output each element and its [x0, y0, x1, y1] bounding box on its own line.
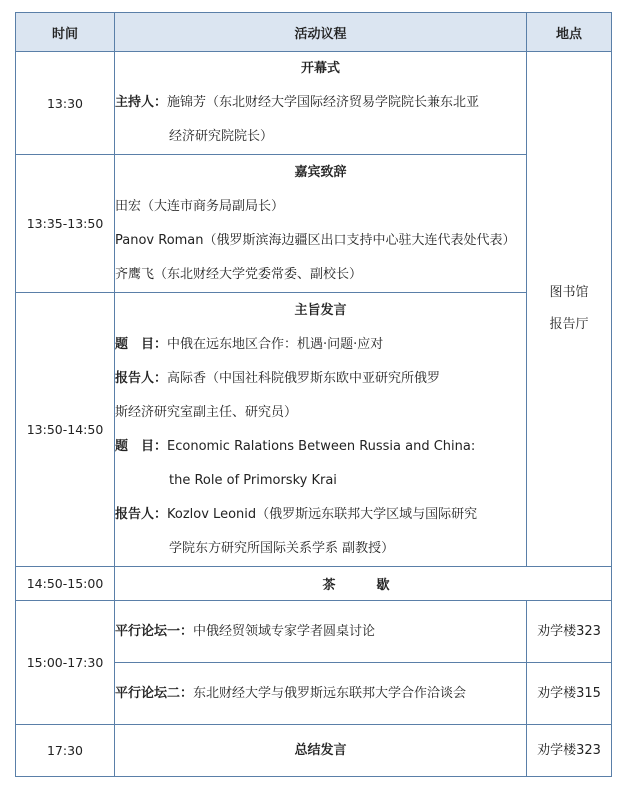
speaker-label: 报告人： [115, 506, 168, 522]
closing-row [16, 725, 612, 777]
keynote-cell [115, 293, 527, 567]
closing-location: 劝学楼323 [527, 725, 612, 777]
topic-1-text: 中俄在远东地区合作：机遇·问题·应对 [167, 336, 384, 352]
topic-2-text: Economic Ralations Between Russia and China: [167, 438, 476, 454]
forum-1-text: 中俄经贸领域专家学者圆桌讨论 [193, 623, 376, 639]
welcome-time: 13:35-13:50 [16, 155, 115, 293]
closing-time: 17:30 [16, 725, 115, 777]
keynote-topic-2-cont: the Role of Primorsky Krai [169, 472, 337, 488]
header-time: 时间 [16, 13, 115, 52]
welcome-row [16, 155, 612, 293]
agenda-table [15, 12, 612, 777]
host-text: 施锦芳（东北财经大学国际经济贸易学院院长兼东北亚 [167, 95, 480, 110]
tea-time: 14:50-15:00 [16, 567, 115, 601]
welcome-speaker-2: Panov Roman（俄罗斯滨海边疆区出口支持中心驻大连代表处代表） [115, 232, 516, 248]
host-label: 主持人： [115, 95, 168, 110]
opening-host-cont: 经济研究院院长） [169, 129, 274, 144]
topic-label: 题 目： [115, 336, 168, 352]
speaker-label: 报告人： [115, 370, 168, 386]
parallel-time: 15:00-17:30 [16, 601, 115, 725]
forum-2-text: 东北财经大学与俄罗斯远东联邦大学合作洽谈会 [193, 685, 467, 701]
tea-row [16, 567, 612, 601]
welcome-cell [115, 155, 527, 293]
header-location: 地点 [527, 13, 612, 52]
welcome-title: 嘉宾致辞 [294, 164, 347, 180]
topic-label: 题 目： [115, 438, 168, 454]
opening-time: 13:30 [16, 52, 115, 155]
main-location-line2: 报告厅 [549, 317, 589, 332]
opening-host [115, 86, 526, 120]
forum-1 [115, 615, 526, 649]
forum-2-location: 劝学楼315 [527, 663, 612, 725]
keynote-speaker-2 [115, 498, 526, 532]
header-program: 活动议程 [115, 13, 527, 52]
keynote-time: 13:50-14:50 [16, 293, 115, 567]
forum-2 [115, 677, 526, 711]
keynote-topic-1 [115, 328, 526, 362]
forum-2-label: 平行论坛二： [115, 685, 194, 701]
header-row [16, 13, 612, 52]
forum-1-cell [115, 601, 527, 663]
keynote-speaker-1-cont: 斯经济研究室副主任、研究员） [115, 404, 298, 420]
closing-title: 总结发言 [115, 725, 527, 777]
speaker-2-text: Kozlov Leonid（俄罗斯远东联邦大学区域与国际研究 [167, 506, 478, 522]
forum-2-cell [115, 663, 527, 725]
welcome-speaker-3: 齐鹰飞（东北财经大学党委常委、副校长） [115, 266, 363, 282]
opening-cell [115, 52, 527, 155]
keynote-topic-2 [115, 430, 526, 464]
forum-1-location: 劝学楼323 [527, 601, 612, 663]
opening-title: 开幕式 [300, 61, 340, 76]
opening-row [16, 52, 612, 155]
main-location [527, 52, 612, 567]
keynote-title: 主旨发言 [294, 302, 347, 318]
speaker-1-text: 高际香（中国社科院俄罗斯东欧中亚研究所俄罗 [167, 370, 441, 386]
keynote-row [16, 293, 612, 567]
welcome-speaker-1: 田宏（大连市商务局副局长） [115, 198, 285, 214]
tea-break: 茶 歇 [115, 567, 612, 601]
keynote-speaker-2-cont: 学院东方研究所国际关系学系 副教授） [169, 540, 395, 556]
forum-1-label: 平行论坛一： [115, 623, 194, 639]
keynote-speaker-1 [115, 362, 526, 396]
parallel-row-1 [16, 601, 612, 663]
main-location-line1: 图书馆 [549, 285, 589, 300]
